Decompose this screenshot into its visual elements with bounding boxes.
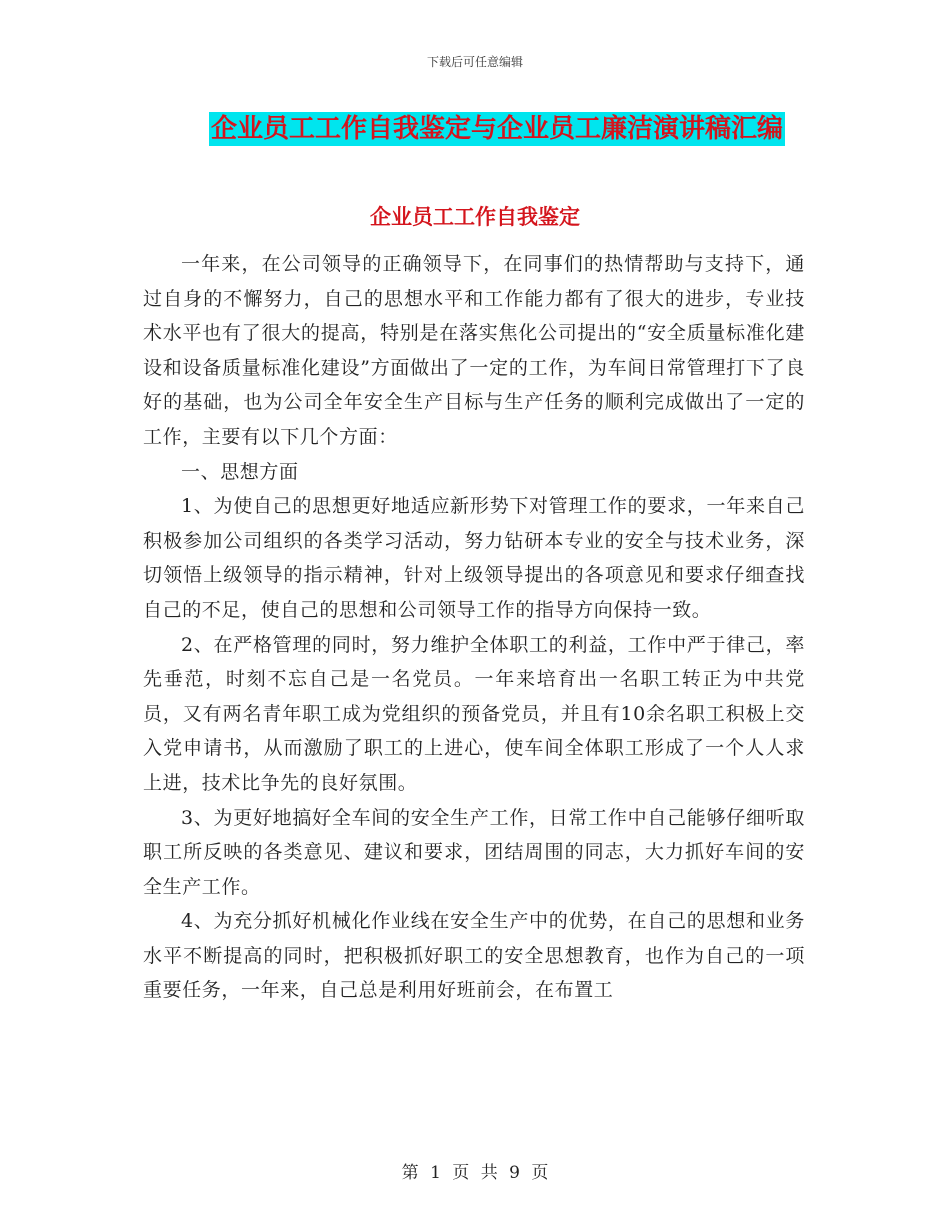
paragraph-item-2: 2、在严格管理的同时，努力维护全体职工的利益，工作中严于律己，率先垂范，时刻不忘自己是一名党员。一年来培育出一名职工转正为中共党员，又有两名青年职工成为党组织的预备党员，并且有10余名职工积极上交入党申请书，从而激励了职工的上进心，使车间全体职工形成了一个人人求上进，技术比争先的良好氛围。 [143,633,805,794]
section-title: 企业员工工作自我鉴定 [370,204,580,229]
main-title: 企业员工工作自我鉴定与企业员工廉洁演讲稿汇编 [210,114,783,144]
header-note: 下载后可任意编辑 [426,55,523,69]
paragraph-item-3: 3、为更好地搞好全车间的安全生产工作，日常工作中自己能够仔细听取职工所反映的各类意见、建议和要求，团结周围的同志，大力抓好车间的安全生产工作。 [143,806,805,898]
main-title-container [0,112,950,146]
page-footer: 第 1 页 共 9 页 [401,1163,549,1183]
intro-paragraph: 一年来，在公司领导的正确领导下，在同事们的热情帮助与支持下，通过自身的不懈努力，自己的思想水平和工作能力都有了很大的进步，专业技术水平也有了很大的提高，特别是在落实焦化公司提出的“安全质量标准化建设和设备质量标准化建设”方面做出了一定的工作，为车间日常管理打下了良好的基础，也为公司全年安全生产目标与生产任务的顺利完成做出了一定的工作，主要有以下几个方面： [143,253,805,448]
paragraph-item-1: 1、为使自己的思想更好地适应新形势下对管理工作的要求，一年来自己积极参加公司组织的各类学习活动，努力钻研本专业的安全与技术业务，深切领悟上级领导的指示精神，针对上级领导提出的各项意见和要求仔细查找自己的不足，使自己的思想和公司领导工作的指导方向保持一致。 [143,495,805,621]
paragraph-item-4: 4、为充分抓好机械化作业线在安全生产中的优势，在自己的思想和业务水平不断提高的同时，把积极抓好职工的安全思想教育，也作为自己的一项重要任务，一年来，自己总是利用好班前会，在布置工 [143,910,805,1002]
section-heading-thought: 一、思想方面 [181,460,299,483]
body-text [143,247,805,1008]
